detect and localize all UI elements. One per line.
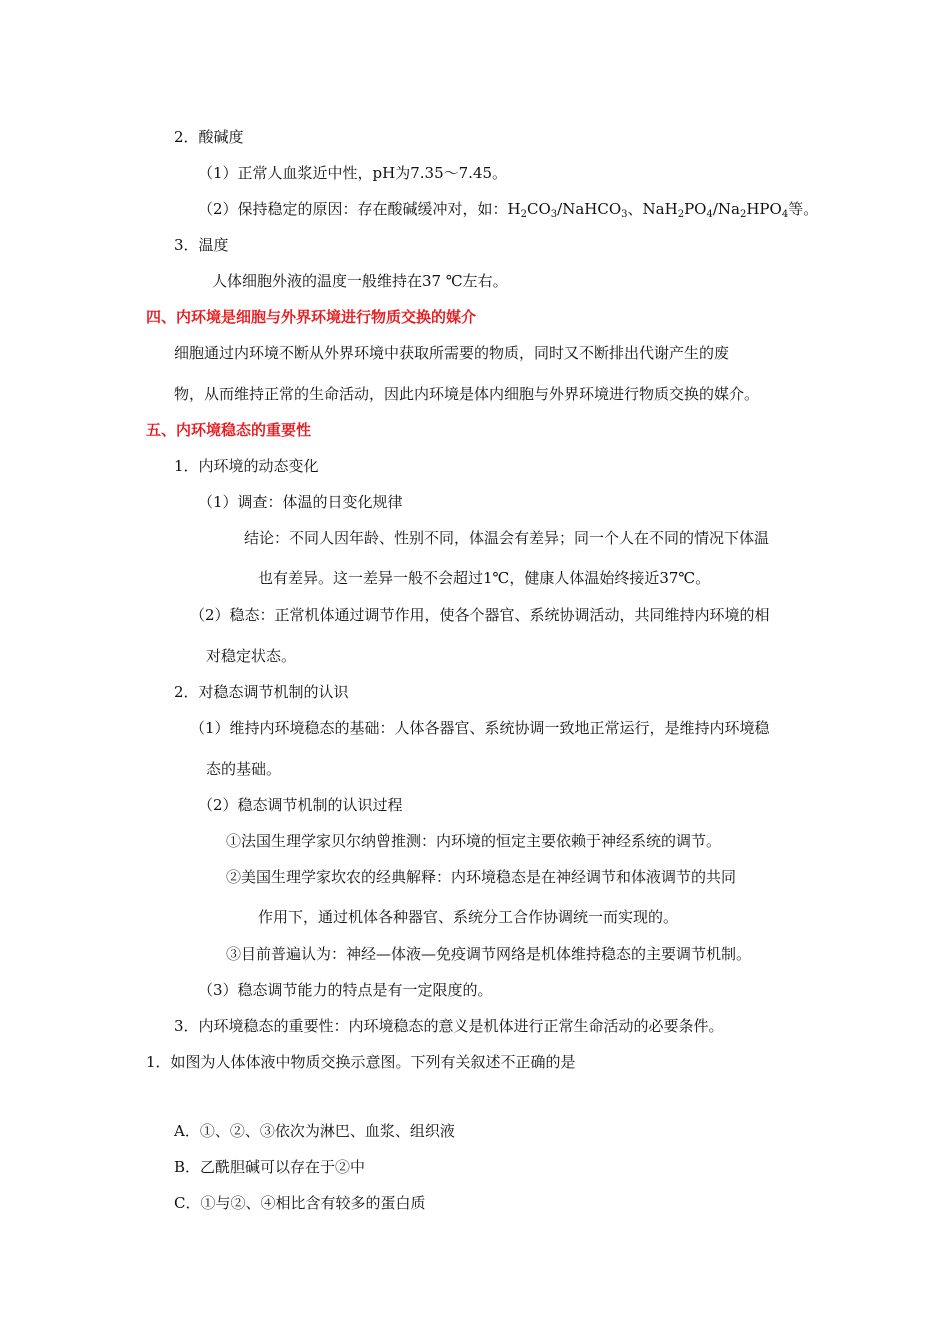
sec5-1-conclusion-line-2: 也有差异。这一差异一般不会超过1℃，健康人体温始终接近37℃。 [258, 569, 711, 587]
acid-title: 2．酸碱度 [174, 128, 244, 146]
sec5-1-conclusion-line-1: 结论：不同人因年龄、性别不同，体温会有差异；同一个人在不同的情况下体温 [244, 529, 770, 547]
sec5-2-circle-1: ①法国生理学家贝尔纳曾推测：内环境的恒定主要依赖于神经系统的调节。 [226, 832, 722, 850]
temp-title: 3．温度 [174, 236, 229, 254]
temp-point: 人体细胞外液的温度一般维持在37 ℃左右。 [212, 272, 508, 290]
sec5-1-sub-1: （1）调查：体温的日变化规律 [198, 493, 403, 511]
acid-point-2: （2）保持稳定的原因：存在酸碱缓冲对，如：$H_2CO_3/NaHCO_3$、$NaH_2PO_4/Na_2HPO_4$等。 [198, 200, 819, 220]
sec5-1-title: 1．内环境的动态变化 [174, 457, 319, 475]
sec5-2-sub-2: （2）稳态调节机制的认识过程 [198, 796, 403, 814]
question-1-option-a: A．①、②、③依次为淋巴、血浆、组织液 [174, 1122, 455, 1140]
sec5-2-sub-3: （3）稳态调节能力的特点是有一定限度的。 [198, 981, 493, 999]
question-1-stem: 1．如图为人体体液中物质交换示意图。下列有关叙述不正确的是 [146, 1053, 576, 1071]
sec5-2-circle-2-line-1: ②美国生理学家坎农的经典解释：内环境稳态是在神经调节和体液调节的共同 [226, 868, 737, 886]
sec5-1-sub-2-line-2: 对稳定状态。 [206, 647, 297, 665]
sec5-3-title: 3．内环境稳态的重要性：内环境稳态的意义是机体进行正常生命活动的必要条件。 [174, 1017, 724, 1035]
sec5-2-title: 2．对稳态调节机制的认识 [174, 683, 349, 701]
sec5-2-sub-1-line-1: （1）维持内环境稳态的基础：人体各器官、系统协调一致地正常运行，是维持内环境稳 [190, 719, 770, 737]
sec5-2-circle-2-line-2: 作用下，通过机体各种器官、系统分工合作协调统一而实现的。 [258, 908, 679, 926]
section-heading-5: 五、内环境稳态的重要性 [146, 421, 312, 439]
para-4-line-1: 细胞通过内环境不断从外界环境中获取所需要的物质，同时又不断排出代谢产生的废 [174, 344, 730, 362]
para-4-line-2: 物，从而维持正常的生命活动，因此内环境是体内细胞与外界环境进行物质交换的媒介。 [174, 385, 760, 403]
question-1-option-c: C．①与②、④相比含有较多的蛋白质 [174, 1194, 426, 1212]
sec5-2-circle-3: ③目前普遍认为：神经—体液—免疫调节网络是机体维持稳态的主要调节机制。 [226, 945, 752, 963]
sec5-1-sub-2-line-1: （2）稳态：正常机体通过调节作用，使各个器官、系统协调活动，共同维持内环境的相 [190, 606, 770, 624]
acid-point-1: （1）正常人血浆近中性，pH为7.35～7.45。 [198, 164, 508, 182]
sec5-2-sub-1-line-2: 态的基础。 [206, 760, 282, 778]
question-1-option-b: B．乙酰胆碱可以存在于②中 [174, 1158, 366, 1176]
section-heading-4: 四、内环境是细胞与外界环境进行物质交换的媒介 [146, 308, 477, 326]
